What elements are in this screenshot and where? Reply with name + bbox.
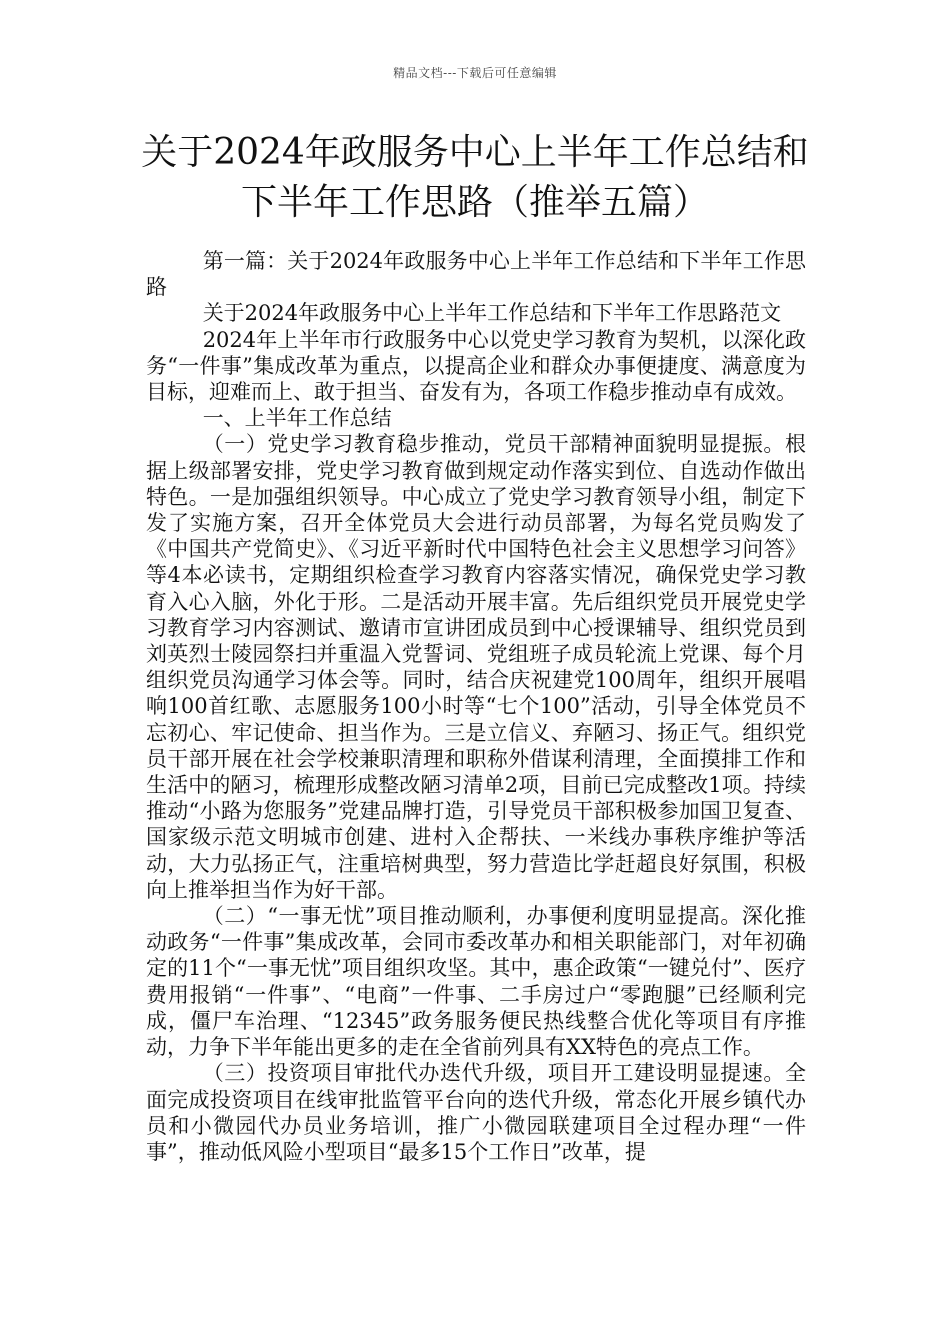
section-heading: 一、上半年工作总结 [202, 406, 392, 431]
body-paragraph: （三）投资项目审批代办迭代升级，项目开工建设明显提速。全面完成投资项目在线审批监管平台向的迭代升级，常态化开展乡镇代办员和小微园代办员业务培训，推广小微园联建项目全过程办理“一件事”，推动低风险小型项目“最多15个工作日”改革，提 [146, 1061, 806, 1164]
document-body [146, 248, 806, 1165]
subtitle-paragraph: 第一篇：关于2024年政服务中心上半年工作总结和下半年工作思路 [146, 249, 806, 300]
page-header-watermark: 精品文档---下载后可任意编辑 [393, 66, 557, 80]
body-paragraph: （二）“一事无忧”项目推动顺利，办事便利度明显提高。深化推动政务“一件事”集成改革，会同市委改革办和相关职能部门，对年初确定的11个“一事无忧”项目组织攻坚。其中，惠企政策“一键兑付”、医疗费用报销“一件事”、“电商”一件事、二手房过户“零跑腿”已经顺利完成，僵尸车治理、“12345”政务服务便民热线整合优化等项目有序推动，力争下半年能出更多的走在全省前列具有XX特色的亮点工作。 [146, 904, 806, 1060]
document-title-line-2: 下半年工作思路（推举五篇） [240, 182, 709, 223]
intro-paragraph: 2024年上半年市行政服务中心以党史学习教育为契机，以深化政务“一件事”集成改革为重点，以提高企业和群众办事便捷度、满意度为目标，迎难而上、敢于担当、奋发有为，各项工作稳步推动卓有成效。 [146, 327, 806, 405]
document-title-line-1: 关于2024年政服务中心上半年工作总结和 [141, 132, 809, 173]
subtitle-paragraph: 关于2024年政服务中心上半年工作总结和下半年工作思路范文 [202, 301, 782, 326]
document-title [95, 128, 855, 228]
body-paragraph: （一）党史学习教育稳步推动，党员干部精神面貌明显提振。根据上级部署安排，党史学习教育做到规定动作落实到位、自选动作做出特色。一是加强组织领导。中心成立了党史学习教育领导小组，制定下发了实施方案，召开全体党员大会进行动员部署，为每名党员购发了《中国共产党简史》、《习近平新时代中国特色社会主义思想学习问答》等4本必读书，定期组织检查学习教育内容落实情况，确保党史学习教育入心入脑，外化于形。二是活动开展丰富。先后组织党员开展党史学习教育学习内容测试、邀请市宣讲团成员到中心授课辅导、组织党员到刘英烈士陵园祭扫并重温入党誓词、党组班子成员轮流上党课、每个月组织党员沟通学习体会等。同时，结合庆祝建党100周年，组织开展唱响100首红歌、志愿服务100小时等“七个100”活动，引导全体党员不忘初心、牢记使命、担当作为。三是立信义、弃陋习、扬正气。组织党员干部开展在社会学校兼职清理和职称外借谋利清理，全面摸排工作和生活中的陋习，梳理形成整改陋习清单2项，目前已完成整改1项。持续推动“小路为您服务”党建品牌打造，引导党员干部积极参加国卫复查、国家级示范文明城市创建、进村入企帮扶、一米线办事秩序维护等活动，大力弘扬正气，注重培树典型，努力营造比学赶超良好氛围，积极向上推举担当作为好干部。 [146, 432, 806, 902]
